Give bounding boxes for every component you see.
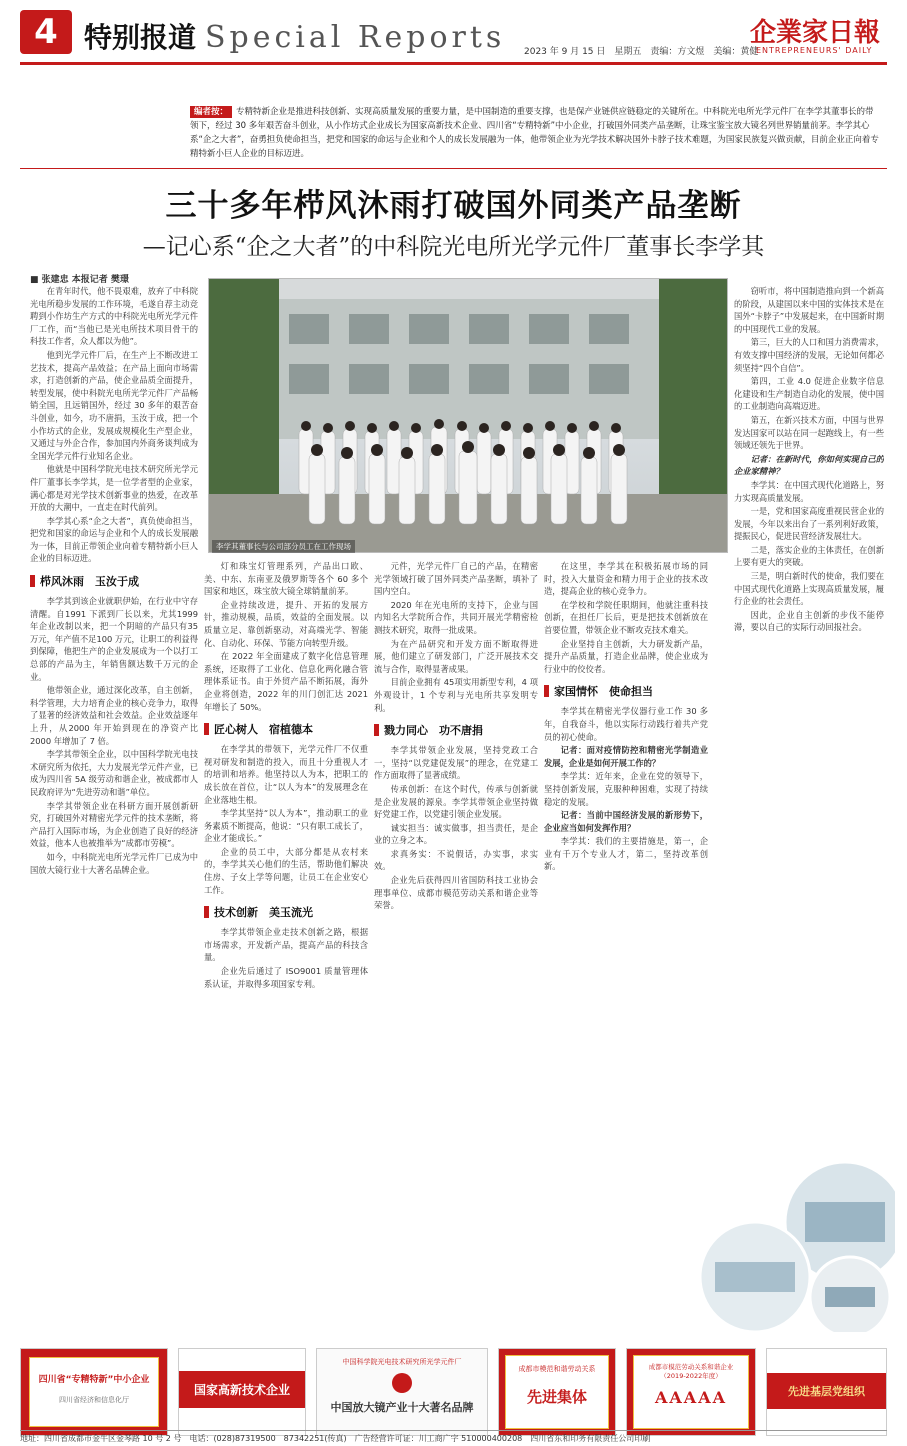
subheading: 戮力同心 功不唐捐: [374, 722, 538, 738]
paragraph: 李学其带领企业发展，坚持党政工合一，坚持“以党建促发展”的理念，在党建工作方面取得了显著成绩。: [374, 745, 538, 781]
paragraph: 窃听市，将中国制造推向到一个新高的阶段，从建国以来中国的实体技术是在国外“卡脖子”中发展起来，在中国新时期的中国现代工业的发展。: [734, 286, 884, 334]
award-title: 先进集体: [526, 1388, 587, 1406]
award-plaque: [498, 1348, 616, 1436]
editor-note: [190, 105, 880, 161]
paragraph: 如今，中科院光电所光学元件厂已成为中国放大镜行业十大著名品牌企业。: [30, 851, 198, 875]
paragraph: 他就是中国科学院光电技术研究所光学元件厂董事长李学其，是一位学者型的企业家，满心都是对光学技术创新事业的热爱，在改革开放的大潮中，一直走在时代前列。: [30, 464, 198, 513]
award-title: 先进基层党组织: [767, 1373, 886, 1409]
headline-title: 三十多年栉风沐雨打破国外同类产品垄断: [165, 188, 742, 224]
award-plaque: [20, 1348, 168, 1436]
header-divider: [20, 62, 887, 65]
award-issuer: 四川省经济和信息化厅: [59, 1396, 129, 1404]
paragraph: 企业先后获得四川省国防科技工业协会理事单位、成都市模范劳动关系和谐企业等荣誉。: [374, 875, 538, 911]
paragraph: 一是，党和国家高度重视民营企业的发展，今年以来出台了一系列利好政策，提振民心，促进民营经济发展壮大。: [734, 506, 884, 542]
paragraph: 记者：面对疫情防控和精密光学制造业发展，企业是如何开展工作的？: [544, 745, 708, 768]
paragraph: 李学其带领企业在科研方面开展创新研究，打破国外对精密光学元件的技术垄断，将产品打入国际市场，为企业创造了良好的经济效益，他本人也被推举为“成都市劳模”。: [30, 800, 198, 849]
award-plaque: [178, 1348, 306, 1436]
issue-meta: 2023 年 9 月 15 日 星期五 责编：方文煜 美编：黄健: [524, 47, 759, 57]
paragraph: 因此，企业自主创新的步伐不能停滞，要以自己的实际行动回报社会。: [734, 609, 884, 633]
award-issuer: 成都市模范和谐劳动关系: [518, 1365, 596, 1373]
paragraph: 李学其坚持“以人为本”，推动职工的业务素质不断提高，他说：“只有职工成长了，企业才能成长。”: [204, 808, 368, 844]
main-photo: [208, 278, 728, 553]
paragraph: 李学其心系“企之大者”，真负使命担当，把党和国家的命运与企业和个人的成长发展融为一体，目前正带领企业向着专精特新小巨人企业的目标迈进。: [30, 515, 198, 564]
award-plaque: [316, 1348, 488, 1436]
photo-caption: 李学其董事长与公司部分员工在工作现场: [212, 540, 355, 553]
paragraph: 为在产品研究和开发方面不断取得进展，他们建立了研发部门，广泛开展技术交流与合作，取得显著成果。: [374, 638, 538, 674]
paragraph: 李学其到该企业就职伊始，在行业中守存清醒。自1991 下派到厂长以来，尤其1999年企业改制以来，把一个阴暗的产品只有35 万元，年产值不足100 万元，让职工的利益得到保障，他把生产的企业发展成为一个以打工总部的产品为主，年销售额达数千万元的企业。: [30, 596, 198, 682]
paragraph: 灯和珠宝灯管理系列，产品出口欧、美、中东、东南亚及俄罗斯等各个 60 多个国家和地区，珠宝放大镜全球销量前茅。: [204, 561, 368, 597]
paragraph: 第三，巨大的人口和国力消费需求，有效支撑中国经济的发展，无论如何都必须坚持“四个自信”。: [734, 337, 884, 373]
paragraph: 记者：当前中国经济发展的新形势下，企业应当如何发挥作用？: [544, 810, 708, 833]
award-title: 中国放大镜产业十大著名品牌: [330, 1401, 474, 1414]
article-column-4: [544, 560, 708, 1345]
paragraph: 求真务实：不说假话，办实事，求实效。: [374, 848, 538, 872]
award-title: AAAAA: [654, 1388, 728, 1407]
paragraph: 李学其带领全企业，以中国科学院光电技术研究所为依托，大力发展光学元件产业，已成为四川省 5A 级劳动和谐企业，被成都市人民政府评为“先进劳动和谐”单位。: [30, 749, 198, 797]
paragraph: 企业坚持自主创新，大力研发新产品，提升产品质量，打造企业品牌，使企业成为行业中的佼佼者。: [544, 638, 708, 674]
paragraph: 在李学其的带领下，光学元件厂不仅重视对研发和制造的投入，而且十分重视人才的培训和培养。他坚持以人为本，把职工的成长放在首位，让“以人为本”的发展理念在企业落地生根。: [204, 744, 368, 805]
paragraph: 诚实担当：诚实做事，担当责任，是企业的立身之本。: [374, 822, 538, 846]
paragraph: 第四，工业 4.0 促进企业数字信息化建设和生产制造自动化的发展，使中国的工业制造向高端迈进。: [734, 376, 884, 412]
award-plaque: [766, 1348, 887, 1436]
subheading: 栉风沐雨 玉汝于成: [30, 573, 198, 589]
newspaper-logo-en: ENTREPRENEURS' DAILY: [756, 46, 873, 55]
paragraph: 他到光学元件厂后，在生产上不断改进工艺技术，提高产品效益；在产品上面向市场需求，打造创新的产品，使企业品质全面提升，转型发展，使中科院光电所光学元件厂产品畅销全国，且远销国外，经过 30 多年的艰苦奋斗创业，如今，功不唐捐，玉汝于成，把一个小作坊式的企业，发展成规模化生产型企业，又通过与外企合作，参加国内外商务谈判成为全国光学元件行业知名企业。: [30, 349, 198, 461]
paragraph: 在青年时代，他不畏艰难，放弃了中科院光电所稳步发展的工作环境，毛遂自荐主动竞聘到小作坊生产方式的中科院光电所光学元件厂工作，而“当他已是光电所技术项目骨干的科技工作者，众人都以为他”。: [30, 286, 198, 347]
award-issuer: 中国科学院光电技术研究所光学元件厂: [342, 1358, 462, 1366]
seal-icon: [392, 1373, 412, 1393]
editor-note-tag: 编者按：: [190, 106, 232, 118]
headline-subtitle: —记心系“企之大者”的中科院光电所光学元件厂董事长李学其: [142, 234, 765, 260]
article-column-2: [204, 560, 368, 1345]
subheading: 匠心树人 宿植德本: [204, 721, 368, 737]
paragraph: 2020 年在光电所的支持下，企业与国内知名大学院所合作，共同开展光学精密检测技术研究，取得一批成果。: [374, 599, 538, 635]
subheading: 家国情怀 使命担当: [544, 683, 708, 699]
lab-photo-icon: [695, 1152, 895, 1332]
footer: 地址：四川省成都市金牛区金琴路 10 号 2 号 电话：(028)87319500 87342251(传真) 广告经营许可证：川工商广字 510000400208 四川省东和印务有限责任公司印刷: [20, 1430, 887, 1444]
note-divider: [20, 168, 887, 169]
newspaper-logo: 企業家日報: [750, 18, 881, 48]
paragraph: 目前企业拥有 45项实用新型专利，4 项外观设计，1 个专利与光电所共享发明专利。: [374, 677, 538, 713]
paragraph: 在这里，李学其在积极拓展市场的同时，投入大量资金和精力用于企业的技术改造，提高企业的核心竞争力。: [544, 561, 708, 597]
editor-note-text: 专精特新企业是推进科技创新、实现高质量发展的重要力量，是中国制造的重要支撑，也是保产业链供应链稳定的关键所在。中科院光电所光学元件厂在李学其董事长的带领下，经过 30 多年艰苦奋斗创业，从小作坊式企业成长为国家高新技术企业、四川省“专精特新”中小企业，打破国外同类产品垄断，让珠宝鉴宝放大镜名列世界销量前茅。李学其心系“企之大者”，奋勇担负使命担当，把党和国家的命运与企业和个人的成长发展融为一体，他带领企业为光学技术解决国外卡脖子技术难题，为国家民族复兴做贡献，目前企业正向着专精特新小巨人企业的目标迈进。: [190, 107, 879, 159]
paragraph: 二是，落实企业的主体责任，在创新上要有更大的突破。: [734, 544, 884, 568]
interview-question: 记者：在新时代，你如何实现自己的企业家精神？: [734, 453, 884, 477]
byline: ■ 张建忠 本报记者 樊璟: [30, 275, 129, 285]
article-column-5: [734, 285, 884, 1145]
section-title-cn: 特别报道: [84, 21, 197, 54]
award-title: 国家高新技术企业: [179, 1371, 305, 1408]
awards-strip: [20, 1348, 887, 1436]
award-title: 四川省“专精特新”中小企业: [38, 1375, 150, 1385]
paragraph: 在学校和学院任职期间，他就注重科技创新，在担任厂长后，更是把技术创新放在首要位置，带领企业不断攻克技术难关。: [544, 599, 708, 635]
paragraph: 三是，明白新时代的使命，我们要在中国式现代化道路上实现高质量发展，履行企业的社会责任。: [734, 571, 884, 607]
paragraph: 第五，在新兴技术方面，中国与世界发达国家可以站在同一起跑线上，有一些领域还领先于世界。: [734, 414, 884, 451]
award-issuer: 成都市模范劳动关系和谐企业（2019-2022年度）: [648, 1363, 734, 1380]
page-number: 4: [20, 10, 72, 54]
paragraph: 元件，光学元件厂自己的产品，在精密光学领域打破了国外同类产品垄断，填补了国内空白。: [374, 561, 538, 597]
paragraph: 企业的员工中，大部分都是从农村来的，李学其关心他们的生活，帮助他们解决住房、子女上学等问题，让员工在企业安心工作。: [204, 846, 368, 895]
paragraph: 他带领企业，通过深化改革，自主创新，科学管理，大力培育企业的核心竞争力，取得了显著的经济效益和社会效益。企业效益逐年上升，从2000 年开始到现在的净资产比 2000 年增加了 7 倍。: [30, 685, 198, 746]
award-plaque: [626, 1348, 756, 1436]
paragraph: 传承创新：在这个时代，传承与创新就是企业发展的源泉。李学其带领企业坚持做好党建工作，以党建引领企业发展。: [374, 783, 538, 820]
paragraph: 企业先后通过了 ISO9001 质量管理体系认证，并取得多项国家专利。: [204, 966, 368, 989]
article-column-1: [30, 285, 198, 1345]
paragraph: 李学其：我们的主要措施是，第一，企业有千万个专业人才，第二，坚持改革创新。: [544, 836, 708, 872]
paragraph: 李学其在精密光学仪器行业工作 30 多年，自我奋斗，他以实际行动践行着共产党员的初心使命。: [544, 706, 708, 742]
paragraph: 李学其：在中国式现代化道路上，努力实现高质量发展。: [734, 479, 884, 503]
group-photo-icon: [209, 279, 728, 553]
paragraph: 企业持续改进，提升、开拓的发展方针，推动规模，品质，效益的全面发展。以质量立足、靠创新驱动，对高端光学、智能化、自动化、环保、节能方向转型升级。: [204, 599, 368, 648]
paragraph: 李学其：近年来，企业在党的领导下，坚持创新发展，克服种种困难，实现了持续稳定的发展。: [544, 771, 708, 807]
section-title-en: Special Reports: [205, 20, 506, 55]
lab-photo: [695, 1152, 895, 1332]
paragraph: 李学其带领企业走技术创新之路，根据市场需求，开发新产品，提高产品的科技含量。: [204, 927, 368, 963]
subheading: 技术创新 美玉流光: [204, 904, 368, 920]
paragraph: 在 2022 年全面建成了数字化信息管理系统，还取得了工业化、信息化两化融合管理体系证书。由于外贸产品不断拓展，海外企业将创造，2022 年的川门创汇达 2021 年增长了 50%。: [204, 651, 368, 712]
article-column-3: [374, 560, 538, 1345]
